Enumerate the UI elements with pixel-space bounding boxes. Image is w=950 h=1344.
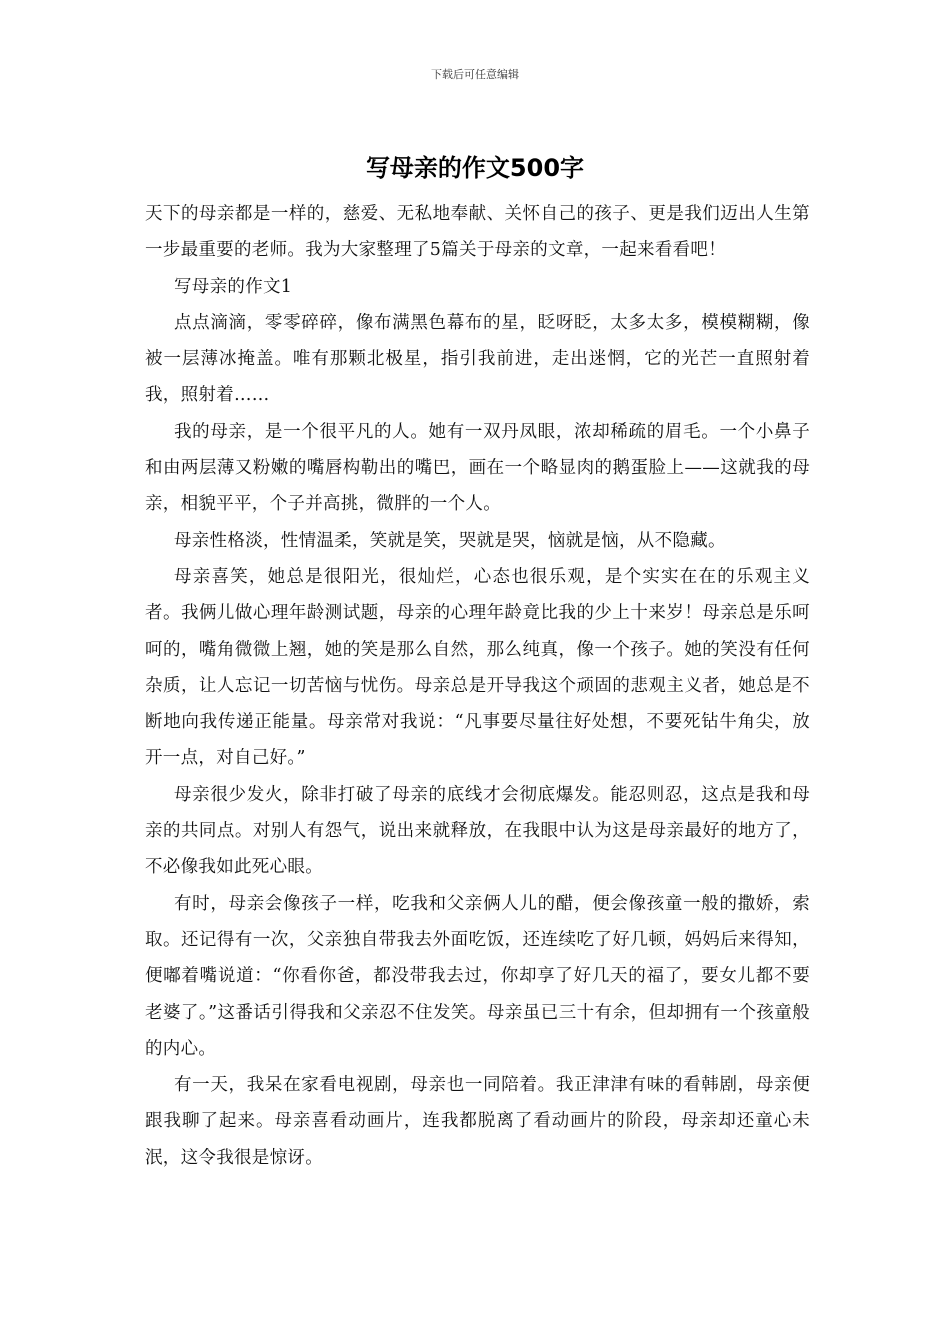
document-title: 写母亲的作文500字 (365, 154, 585, 182)
body-paragraph: 母亲很少发火，除非打破了母亲的底线才会彻底爆发。能忍则忍，这点是我和母亲的共同点。对别人有怨气，说出来就释放，在我眼中认为这是母亲最好的地方了，不必像我如此死心眼。 (145, 784, 810, 878)
section-heading: 写母亲的作文1 (174, 276, 293, 297)
body-paragraph: 点点滴滴，零零碎碎，像布满黑色幕布的星，眨呀眨，太多太多，模模糊糊，像被一层薄冰掩盖。唯有那颗北极星，指引我前进，走出迷惘，它的光芒一直照射着我，照射着…… (145, 312, 810, 406)
body-paragraph: 有一天，我呆在家看电视剧，母亲也一同陪着。我正津津有味的看韩剧，母亲便跟我聊了起来。母亲喜看动画片，连我都脱离了看动画片的阶段，母亲却还童心未泯，这令我很是惊讶。 (145, 1075, 810, 1168)
document-body (145, 196, 810, 1176)
header-note: 下载后可任意编辑 (431, 68, 519, 81)
body-paragraph: 有时，母亲会像孩子一样，吃我和父亲俩人儿的醋，便会像孩童一般的撒娇，索取。还记得有一次，父亲独自带我去外面吃饭，还连续吃了好几顿，妈妈后来得知，便嘟着嘴说道：“你看你爸，都没带我去过，你却享了好几天的福了，要女儿都不要老婆了。”这番话引得我和父亲忍不住发笑。母亲虽已三十有余，但却拥有一个孩童般的内心。 (145, 893, 810, 1059)
intro-paragraph: 天下的母亲都是一样的，慈爱、无私地奉献、关怀自己的孩子、更是我们迈出人生第一步最重要的老师。我为大家整理了5篇关于母亲的文章，一起来看看吧！ (145, 204, 810, 261)
body-paragraph: 母亲性格淡，性情温柔，笑就是笑，哭就是哭，恼就是恼，从不隐藏。 (174, 530, 726, 551)
body-paragraph: 我的母亲，是一个很平凡的人。她有一双丹凤眼，浓却稀疏的眉毛。一个小鼻子和由两层薄又粉嫩的嘴唇构勒出的嘴巴，画在一个略显肉的鹅蛋脸上——这就我的母亲，相貌平平，个子并高挑，微胖的一个人。 (145, 421, 810, 515)
body-paragraph: 母亲喜笑，她总是很阳光，很灿烂，心态也很乐观，是个实实在在的乐观主义者。我俩儿做心理年龄测试题，母亲的心理年龄竟比我的少上十来岁！母亲总是乐呵呵的，嘴角微微上翘，她的笑是那么自然，那么纯真，像一个孩子。她的笑没有任何杂质，让人忘记一切苦恼与忧伤。母亲总是开导我这个顽固的悲观主义者，她总是不断地向我传递正能量。母亲常对我说：“凡事要尽量往好处想，不要死钻牛角尖，放开一点，对自己好。” (145, 566, 810, 769)
